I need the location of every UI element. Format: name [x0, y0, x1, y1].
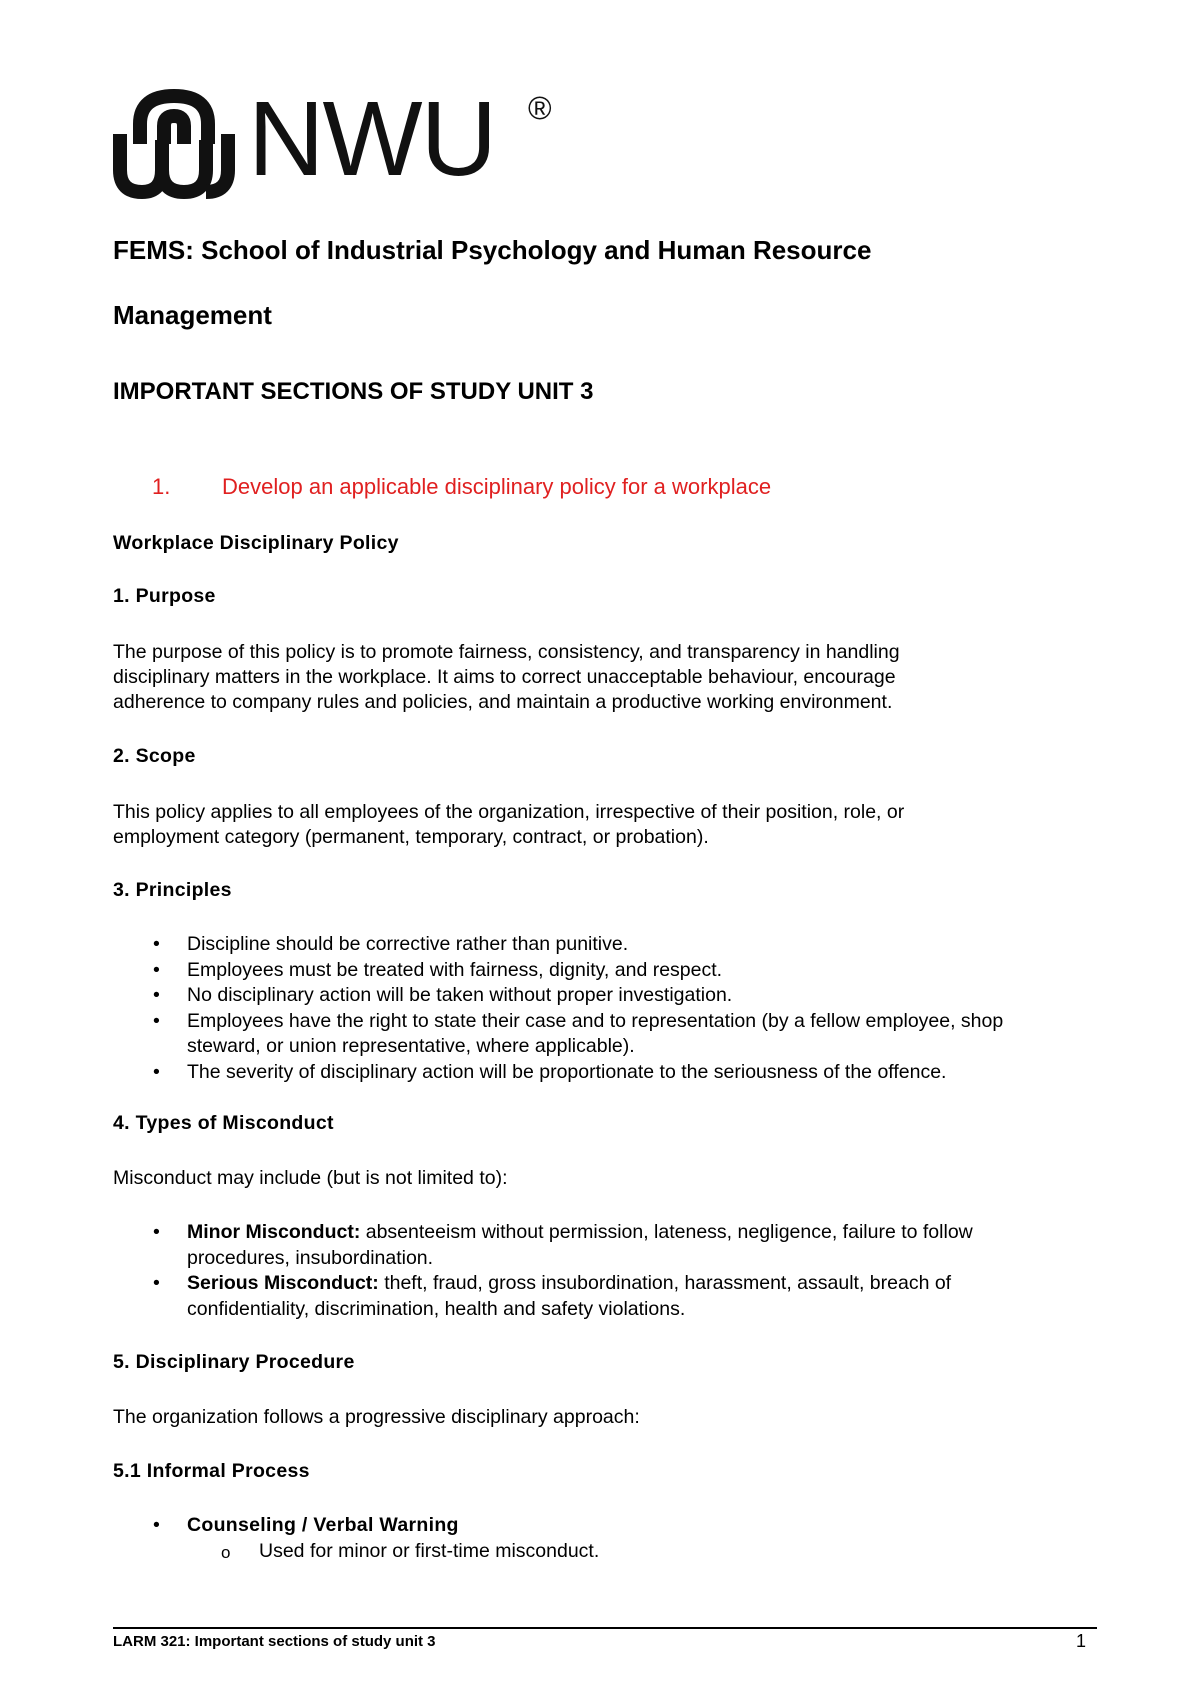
- policy-title: Workplace Disciplinary Policy: [113, 532, 399, 554]
- misconduct-heading: 4. Types of Misconduct: [113, 1112, 334, 1134]
- bullet-icon: •: [153, 958, 160, 981]
- informal-process-list: [113, 1513, 1093, 1564]
- scope-line: employment category (permanent, temporary, contract, or probation).: [113, 826, 709, 848]
- sub-bullet-icon: o: [221, 1542, 231, 1562]
- principle-text: Employees must be treated with fairness, dignity, and respect.: [187, 958, 723, 981]
- misconduct-intro: Misconduct may include (but is not limited to):: [113, 1167, 508, 1189]
- unit-heading: IMPORTANT SECTIONS OF STUDY UNIT 3: [113, 378, 594, 405]
- objective-text: Develop an applicable disciplinary policy for a workplace: [222, 474, 772, 499]
- misconduct-label: Minor Misconduct:: [187, 1221, 361, 1243]
- principle-text: The severity of disciplinary action will be proportionate to the seriousness of the offence.: [187, 1060, 947, 1083]
- misconduct-text: absenteeism without permission, lateness, negligence, failure to follow procedures, insubordination.: [187, 1221, 973, 1269]
- informal-sub-text: Used for minor or first-time misconduct.: [259, 1539, 600, 1562]
- scope-paragraph: [113, 800, 1073, 850]
- principle-text: Employees have the right to state their case and to representation (by a fellow employee, shop steward, or union representative, where applicable).: [187, 1009, 1004, 1057]
- informal-process-heading: 5.1 Informal Process: [113, 1460, 310, 1482]
- purpose-heading: 1. Purpose: [113, 585, 216, 607]
- purpose-line: disciplinary matters in the workplace. It aims to correct unacceptable behaviour, encourage: [113, 666, 896, 688]
- bullet-icon: •: [153, 1514, 160, 1536]
- footer-course-title: LARM 321: Important sections of study unit 3: [113, 1633, 436, 1650]
- school-title-line2: Management: [113, 300, 272, 330]
- bullet-icon: •: [153, 933, 160, 955]
- objective-number: 1.: [152, 474, 171, 499]
- principle-text: No disciplinary action will be taken without proper investigation.: [187, 984, 733, 1006]
- bullet-icon: •: [153, 1272, 160, 1294]
- misconduct-label: Serious Misconduct:: [187, 1272, 379, 1294]
- procedure-intro: The organization follows a progressive disciplinary approach:: [113, 1406, 640, 1428]
- scope-heading: 2. Scope: [113, 745, 196, 767]
- informal-sub-list: [187, 1539, 1093, 1565]
- bullet-icon: •: [153, 984, 160, 1006]
- purpose-paragraph: [113, 640, 1073, 715]
- list-item: [113, 1271, 1093, 1322]
- misconduct-text: theft, fraud, gross insubordination, harassment, assault, breach of confidentiality, discrimination, health and safety violations.: [187, 1272, 952, 1320]
- list-item: [113, 1009, 1093, 1060]
- footer-divider: [113, 1627, 1097, 1629]
- bullet-icon: •: [153, 1009, 160, 1032]
- list-item: [113, 958, 1093, 984]
- scope-line: This policy applies to all employees of the organization, irrespective of their position, role, or: [113, 801, 905, 823]
- list-item: [113, 1220, 1093, 1271]
- bullet-icon: •: [153, 1221, 160, 1243]
- nwu-emblem-icon: [112, 84, 236, 200]
- list-item: [113, 1060, 1093, 1086]
- purpose-line: adherence to company rules and policies, and maintain a productive working environment.: [113, 691, 893, 713]
- procedure-heading: 5. Disciplinary Procedure: [113, 1351, 355, 1373]
- principle-text: Discipline should be corrective rather than punitive.: [187, 933, 629, 955]
- school-title-line1: FEMS: School of Industrial Psychology and Human Resource: [113, 235, 872, 265]
- list-item: [113, 983, 1093, 1009]
- logo-wordmark: NWU: [248, 80, 496, 198]
- list-item: [113, 932, 1093, 958]
- principles-list: [113, 932, 1093, 1085]
- principles-heading: 3. Principles: [113, 879, 232, 901]
- informal-item-label: Counseling / Verbal Warning: [187, 1514, 459, 1536]
- list-item: [113, 1513, 1093, 1564]
- purpose-line: The purpose of this policy is to promote fairness, consistency, and transparency in handling: [113, 641, 900, 663]
- nwu-logo: [112, 80, 582, 202]
- page-number: 1: [1076, 1631, 1087, 1651]
- bullet-icon: •: [153, 1060, 160, 1083]
- list-item: [187, 1539, 1093, 1565]
- registered-mark: ®: [528, 90, 552, 126]
- misconduct-list: [113, 1220, 1093, 1322]
